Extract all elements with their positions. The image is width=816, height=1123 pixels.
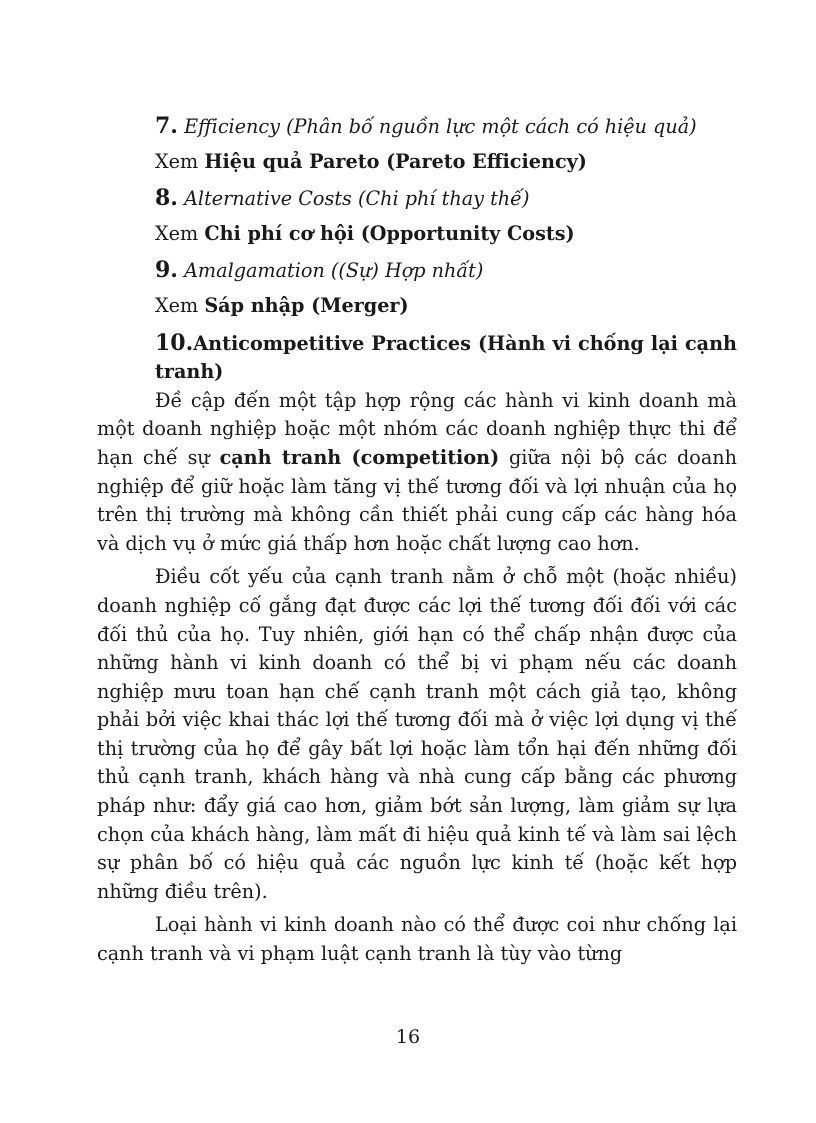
see-target: Chi phí cơ hội (Opportunity Costs): [204, 221, 575, 245]
page-body: [97, 112, 737, 974]
paragraph-2: Điều cốt yếu của cạnh tranh nằm ở chỗ một (hoặc nhiều) doanh nghiệp cố gắng đạt được các lợi thế tương đối đối với các đối thủ của họ. Tuy nhiên, giới hạn có thể chấp nhận được của những hành vi kinh doanh có thể bị vi phạm nếu các doanh nghiệp mưu toan hạn chế cạnh tranh một cách giả tạo, không phải bởi việc khai thác lợi thế tương đối mà ở việc lợi dụng vị thế thị trường của họ để gây bất lợi hoặc làm tổn hại đến những đối thủ cạnh tranh, khách hàng và nhà cung cấp bằng các phương pháp như: đẩy giá cao hơn, giảm bớt sản lượng, làm giảm sự lựa chọn của khách hàng, làm mất đi hiệu quả kinh tế và làm sai lệch sự phân bố có hiệu quả các nguồn lực kinh tế (hoặc kết hợp những điều trên).: [97, 565, 737, 903]
entry-7-heading: [97, 112, 737, 142]
page-number: 16: [395, 1026, 421, 1048]
paragraph-1-text-start: Đề cập đến một tập hợp rộng các hành vi kinh doanh mà một doanh nghiệp hoặc một nhóm các doanh nghiệp thực thi để hạn chế sự: [97, 388, 737, 469]
entry-number: 8.: [155, 185, 178, 212]
paragraph-1: [97, 387, 737, 559]
competition-term: cạnh tranh (competition): [219, 445, 500, 469]
paragraph-3: Loại hành vi kinh doanh nào có thể được coi như chống lại cạnh tranh và vi phạm luật cạnh tranh là tùy vào từng: [97, 913, 737, 966]
paragraph-1-text-end: giữa nội bộ các doanh nghiệp để giữ hoặc làm tăng vị thế tương đối và lợi nhuận của họ trên thị trường mà không cần thiết phải cung cấp các hàng hóa và dịch vụ ở mức giá thấp hơn hoặc chất lượng cao hơn.: [97, 445, 737, 555]
entry-8-cross-reference: [97, 220, 737, 249]
see-target: Sáp nhập (Merger): [204, 293, 409, 317]
section-title: Anticompetitive Practices (Hành vi chống lại cạnh tranh): [155, 331, 737, 384]
entry-number: 7.: [155, 113, 178, 139]
entry-term: Alternative Costs (Chi phí thay thế): [184, 187, 530, 211]
entry-term: Efficiency (Phân bố nguồn lực một cách có hiệu quả): [184, 115, 697, 138]
entry-number: 9.: [155, 257, 178, 284]
entry-9-heading: [97, 256, 737, 286]
entry-7-cross-reference: [97, 148, 737, 177]
see-prefix: Xem: [155, 149, 199, 173]
section-number: 10.: [155, 329, 194, 356]
entry-8-heading: [97, 184, 737, 214]
entry-term: Amalgamation ((Sự) Hợp nhất): [184, 259, 484, 283]
see-target: Hiệu quả Pareto (Pareto Efficiency): [204, 149, 587, 173]
see-prefix: Xem: [155, 221, 199, 245]
entry-9-cross-reference: [97, 292, 737, 321]
section-10-heading: [97, 329, 737, 387]
see-prefix: Xem: [155, 293, 199, 317]
